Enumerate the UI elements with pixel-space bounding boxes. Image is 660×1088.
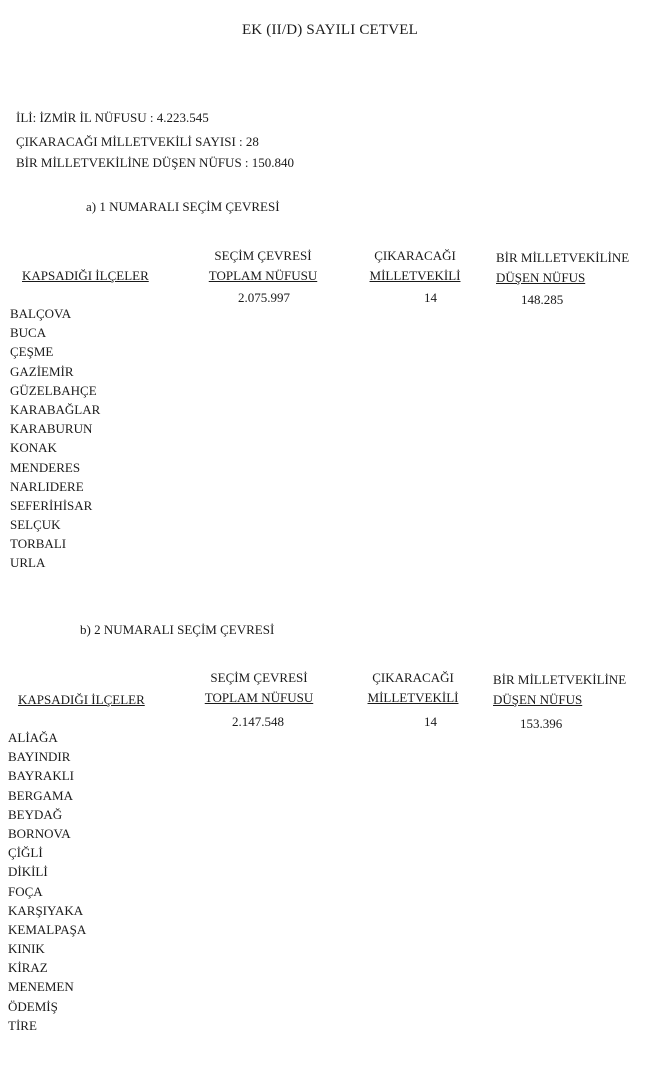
column-header-line: ÇIKARACAĞI: [372, 670, 454, 685]
column-header-ilceler-text: KAPSADIĞI İLÇELER: [18, 692, 145, 707]
list-item: BALÇOVA: [10, 306, 72, 321]
list-item: KEMALPAŞA: [8, 921, 87, 937]
document-title: EK (II/D) SAYILI CETVEL: [241, 22, 419, 38]
column-header-dusen-nufus: [496, 248, 629, 288]
list-item: TORBALI: [10, 536, 67, 552]
section-title: b) 2 NUMARALI SEÇİM ÇEVRESİ: [80, 622, 275, 637]
list-item: TİRE: [8, 1017, 37, 1033]
column-header-line: MİLLETVEKİLİ: [369, 268, 461, 283]
column-header-line: MİLLETVEKİLİ: [367, 690, 459, 705]
column-header-line: ÇIKARACAĞI: [374, 248, 456, 263]
list-item: BERGAMA: [8, 787, 74, 803]
list-item: KINIK: [8, 941, 45, 957]
column-header-line: DÜŞEN NÜFUS: [496, 270, 586, 285]
list-item: KARŞIYAKA: [8, 902, 84, 918]
list-item: SEFERİHİSAR: [10, 497, 93, 513]
column-header-toplam-nufus: [192, 668, 326, 708]
list-item: BEYDAĞ: [8, 806, 63, 822]
list-item: KARABAĞLAR: [10, 401, 101, 417]
list-item: DİKİLİ: [8, 864, 48, 880]
dusen-nufus-value: 148.285: [521, 292, 564, 307]
column-header-milletvekili: [358, 668, 468, 708]
list-item: GÜZELBAHÇE: [10, 382, 97, 398]
section-title: a) 1 NUMARALI SEÇİM ÇEVRESİ: [86, 199, 280, 214]
column-header-ilceler-text: KAPSADIĞI İLÇELER: [22, 268, 149, 283]
list-item: NARLIDERE: [10, 478, 84, 494]
list-item: FOÇA: [8, 883, 43, 899]
column-header-ilceler: [22, 266, 149, 286]
toplam-nufus-value: 2.075.997: [238, 290, 290, 305]
list-item: ÇEŞME: [10, 344, 54, 360]
list-item: SELÇUK: [10, 517, 61, 533]
milletvekili-sayisi: ÇIKARACAĞI MİLLETVEKİLİ SAYISI : 28: [16, 134, 259, 149]
list-item: KARABURUN: [10, 421, 93, 437]
list-item: ÇİĞLİ: [8, 845, 43, 861]
list-item: GAZİEMİR: [10, 363, 74, 379]
list-item: BORNOVA: [8, 825, 71, 841]
column-header-line: TOPLAM NÜFUSU: [204, 690, 314, 705]
ilce-list: [8, 728, 86, 1035]
column-header-ilceler: [18, 690, 145, 710]
il-nufusu: İLİ: İZMİR İL NÜFUSU : 4.223.545: [16, 110, 209, 125]
list-item: KİRAZ: [8, 960, 48, 976]
list-item: ALİAĞA: [8, 730, 58, 745]
list-item: MENDERES: [10, 459, 81, 475]
column-header-toplam-nufus: [196, 246, 330, 286]
milletvekili-value: 14: [424, 290, 437, 305]
list-item: URLA: [10, 555, 46, 571]
milletvekili-value: 14: [424, 714, 437, 729]
list-item: BAYRAKLI: [8, 768, 74, 784]
column-header-dusen-nufus: [493, 670, 626, 710]
column-header-line: SEÇİM ÇEVRESİ: [210, 670, 308, 685]
list-item: BUCA: [10, 325, 47, 341]
column-header-line: DÜŞEN NÜFUS: [493, 692, 583, 707]
list-item: KONAK: [10, 440, 57, 456]
column-header-line: BİR MİLLETVEKİLİNE: [496, 250, 630, 265]
list-item: MENEMEN: [8, 979, 74, 995]
list-item: ÖDEMİŞ: [8, 998, 58, 1014]
list-item: BAYINDIR: [8, 749, 71, 765]
column-header-line: BİR MİLLETVEKİLİNE: [493, 672, 627, 687]
column-header-line: TOPLAM NÜFUSU: [208, 268, 318, 283]
ilce-list: [10, 304, 100, 573]
dusen-nufus: BİR MİLLETVEKİLİNE DÜŞEN NÜFUS : 150.840: [16, 155, 295, 170]
column-header-milletvekili: [360, 246, 470, 286]
toplam-nufus-value: 2.147.548: [232, 714, 284, 729]
dusen-nufus-value: 153.396: [520, 716, 563, 731]
column-header-line: SEÇİM ÇEVRESİ: [214, 248, 312, 263]
